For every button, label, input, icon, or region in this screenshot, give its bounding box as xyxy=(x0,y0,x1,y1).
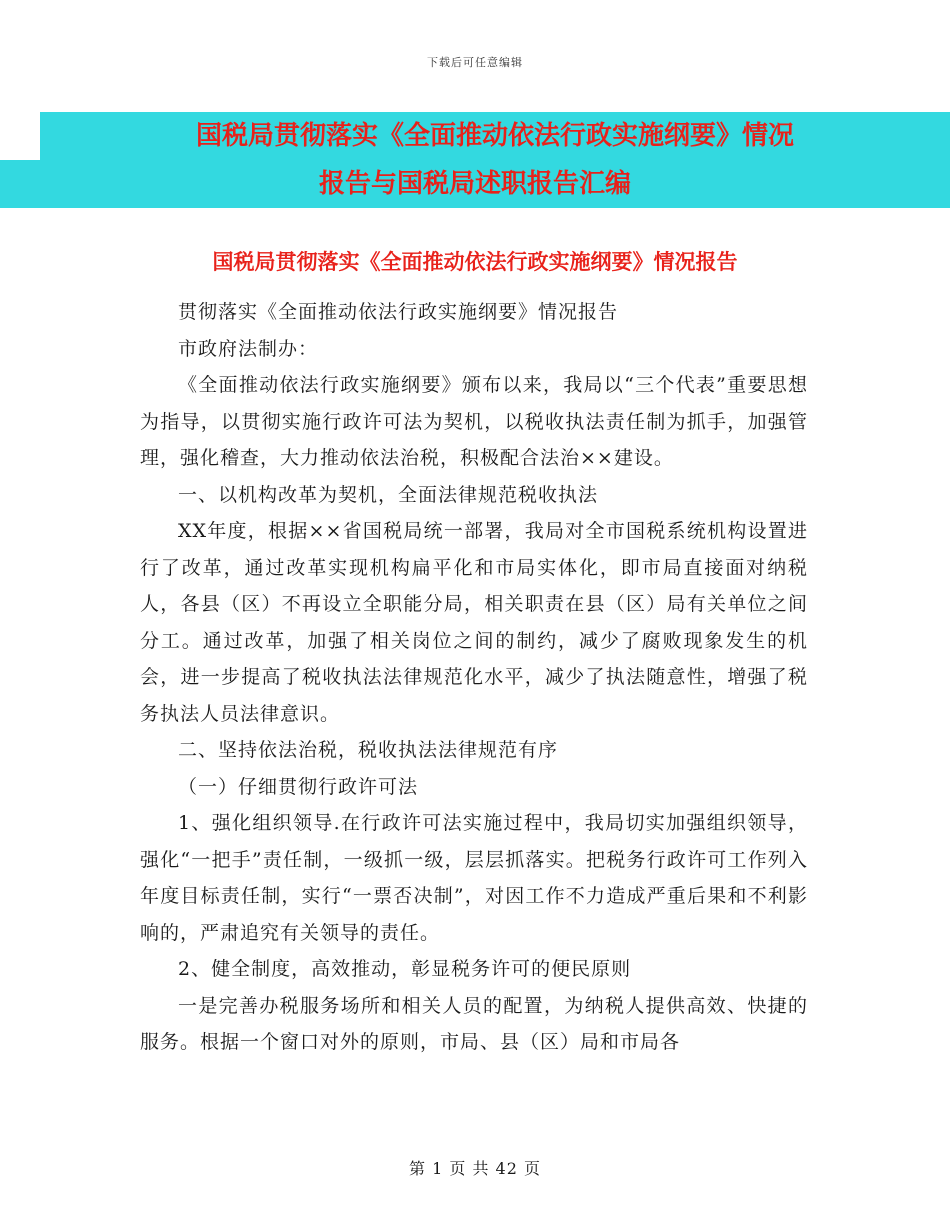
document-body xyxy=(140,294,808,1061)
paragraph-intro: 《全面推动依法行政实施纲要》颁布以来，我局以“三个代表”重要思想为指导，以贯彻实施行政许可法为契机，以税收执法责任制为抓手，加强管理，强化稽查，大力推动依法治税，积极配合法治××建设。 xyxy=(140,374,808,469)
section-title: 国税局贯彻落实《全面推动依法行政实施纲要》情况报告 xyxy=(212,250,738,274)
page-number-footer: 第 1 页 共 42 页 xyxy=(409,1159,541,1178)
paragraph-section-1-heading: 一、以机构改革为契机，全面法律规范税收执法 xyxy=(178,483,599,506)
paragraph-item-2-heading: 2、健全制度，高效推动，彰显税务许可的便民原则 xyxy=(178,958,632,980)
paragraph-report-heading: 贯彻落实《全面推动依法行政实施纲要》情况报告 xyxy=(178,301,619,323)
paragraph-section-2-heading: 二、坚持依法治税，税收执法法律规范有序 xyxy=(178,739,559,761)
document-title-line-1 xyxy=(40,112,950,160)
paragraph-item-2-body: 一是完善办税服务场所和相关人员的配置，为纳税人提供高效、快捷的服务。根据一个窗口对外的原则，市局、县（区）局和市局各 xyxy=(140,994,808,1053)
title-line-2-text: 报告与国税局述职报告汇编 xyxy=(318,169,631,199)
paragraph-subsection-1-heading: （一）仔细贯彻行政许可法 xyxy=(178,775,419,798)
document-title xyxy=(0,112,950,208)
paragraph-item-1: 1、强化组织领导.在行政许可法实施过程中，我局切实加强组织领导，强化“一把手”责任制，一级抓一级，层层抓落实。把税务行政许可工作列入年度目标责任制，实行“一票否决制”，对因工作不力造成严重后果和不利影响的，严肃追究有关领导的责任。 xyxy=(140,812,808,944)
paragraph-addressee: 市政府法制办： xyxy=(178,337,319,360)
document-title-line-2 xyxy=(0,160,950,208)
paragraph-section-1-body: XX年度，根据××省国税局统一部署，我局对全市国税系统机构设置进行了改革，通过改革实现机构扁平化和市局实体化，即市局直接面对纳税人，各县（区）不再设立全职能分局，相关职责在县（区）局有关单位之间分工。通过改革，加强了相关岗位之间的制约，减少了腐败现象发生的机会，进一步提高了税收执法法律规范化水平，减少了执法随意性，增强了税务执法人员法律意识。 xyxy=(140,520,808,725)
title-line-1-text: 国税局贯彻落实《全面推动依法行政实施纲要》情况 xyxy=(195,121,794,151)
header-note: 下载后可任意编辑 xyxy=(427,56,523,69)
